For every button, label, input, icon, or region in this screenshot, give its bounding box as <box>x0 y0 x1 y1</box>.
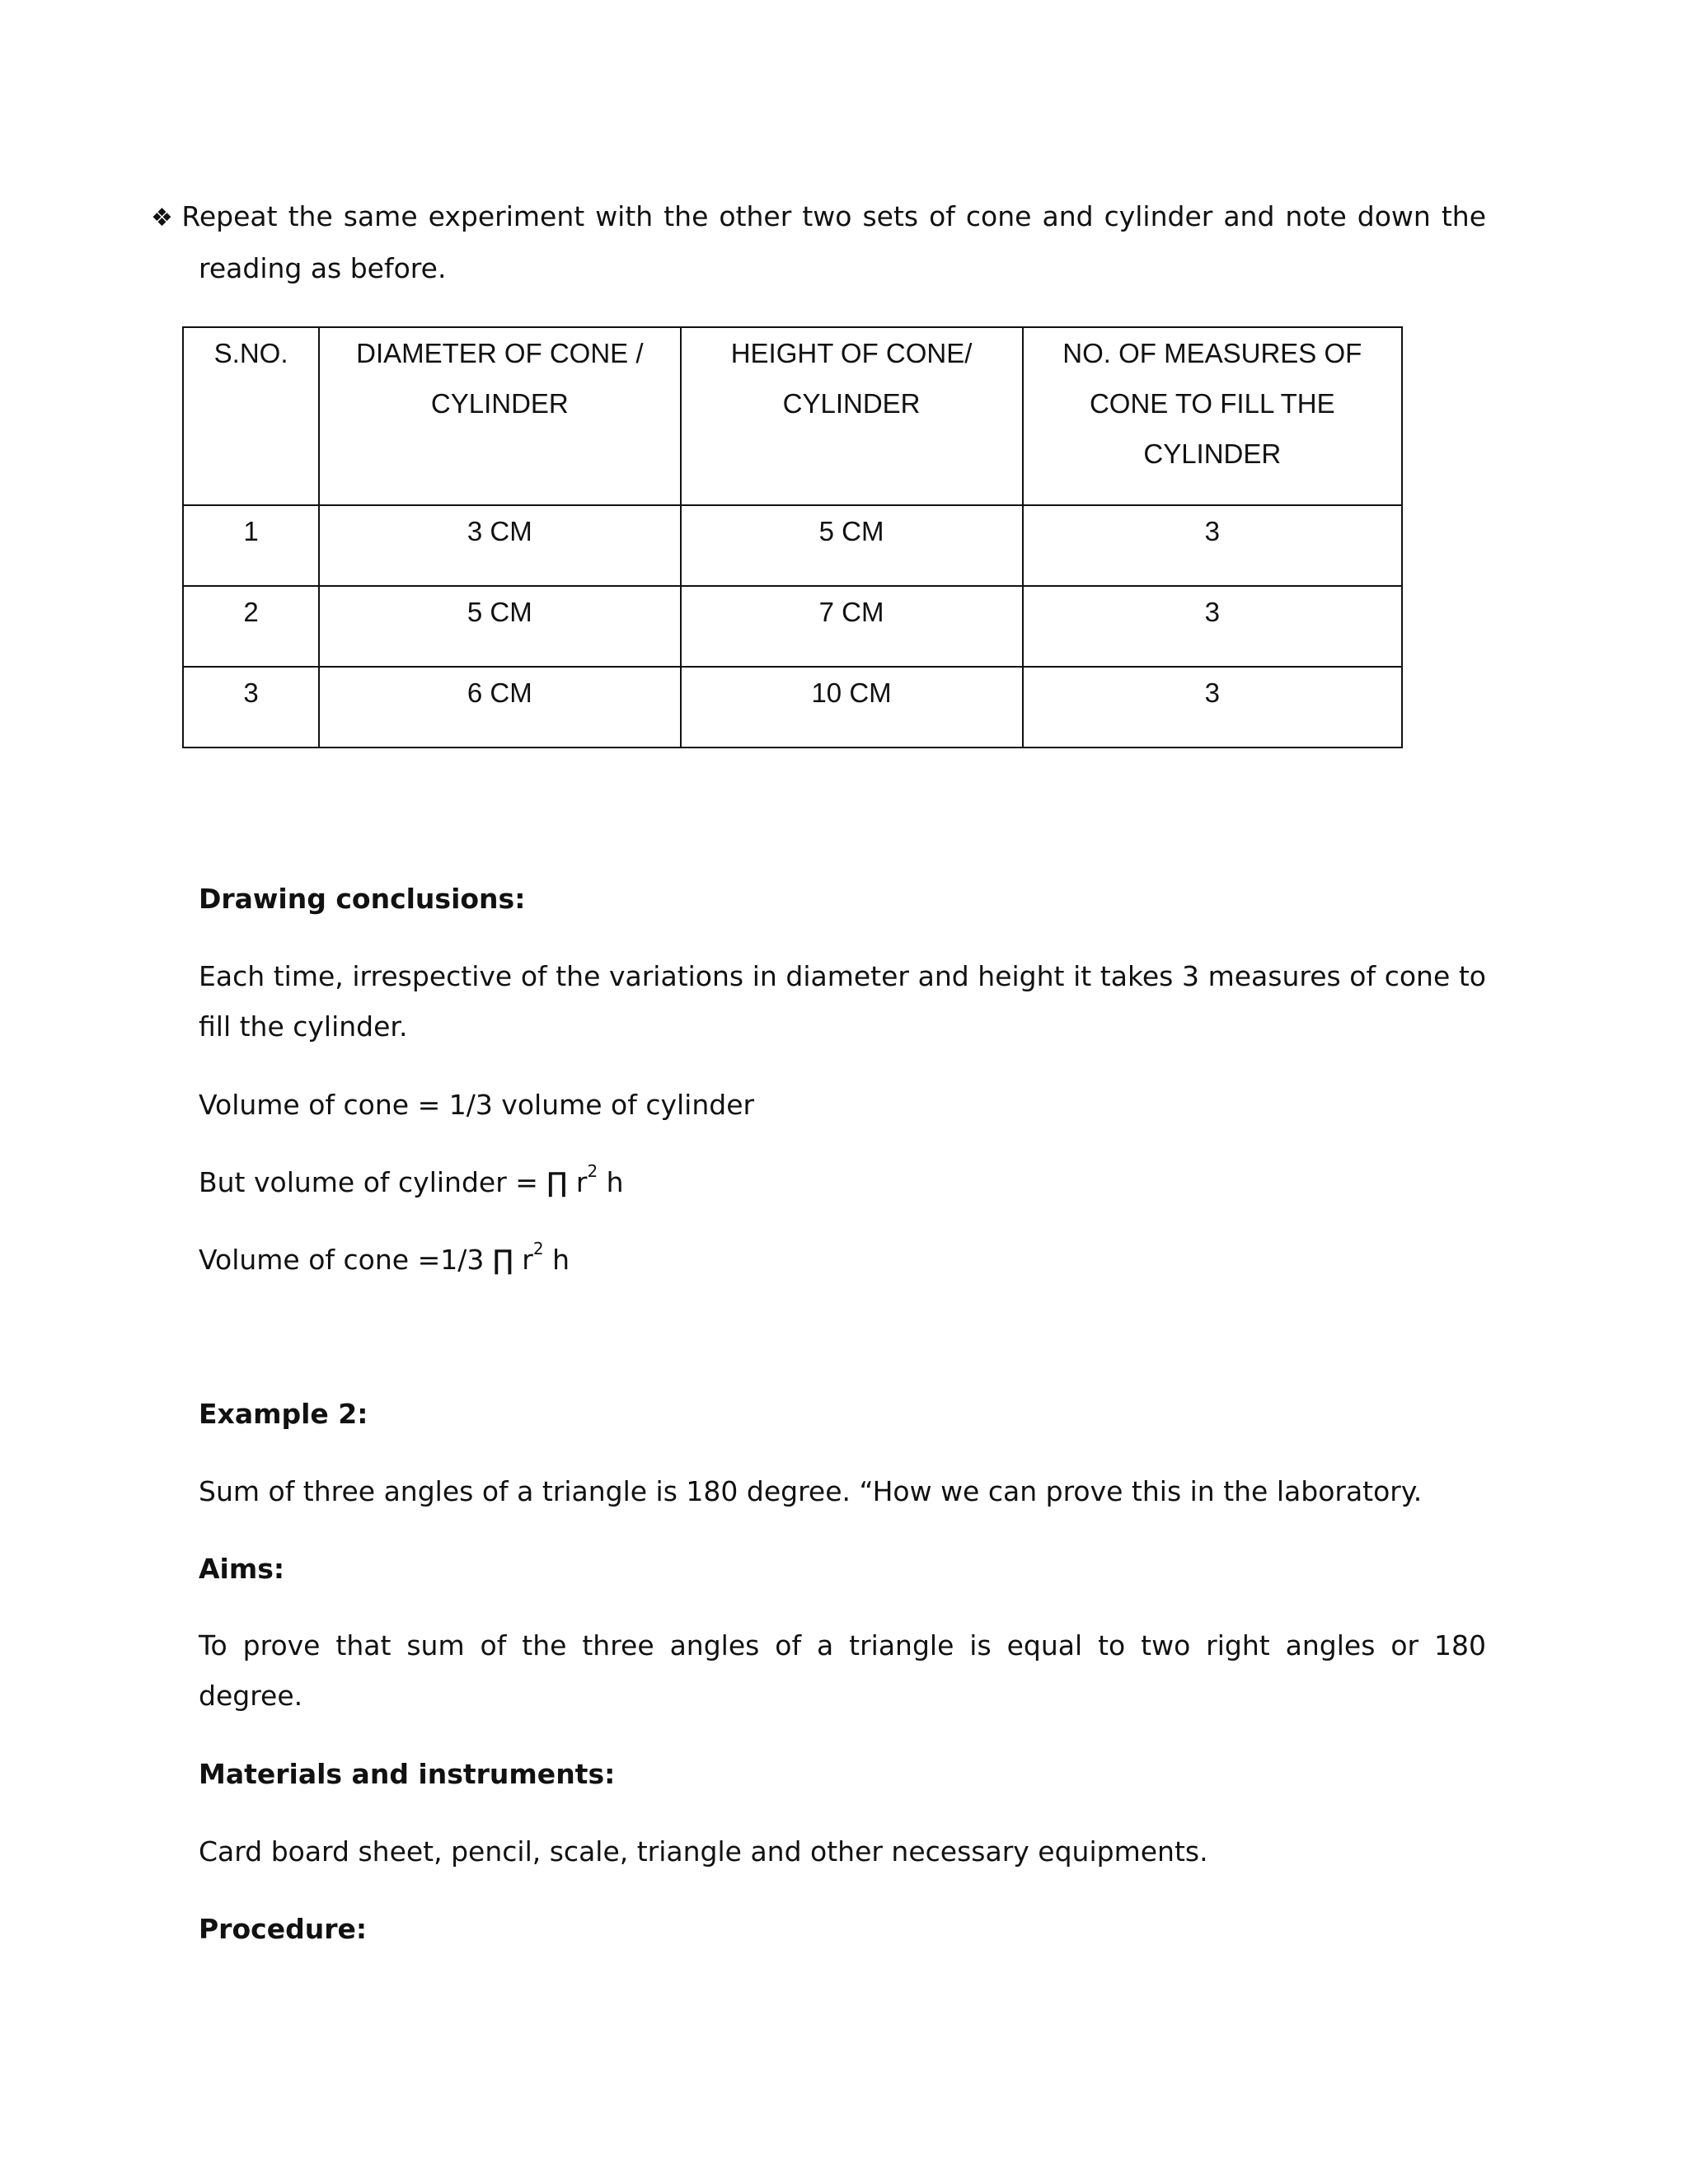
table-row <box>183 667 1402 748</box>
conclusions-text: Each time, irrespective of the variations in diameter and height it takes 3 measures of cone to fill the cylinder. <box>199 960 1486 1043</box>
formula-cone-volume-expanded: Volume of cone =1/3 ∏ $r^2$ h <box>199 1239 570 1276</box>
readings-table <box>182 326 1403 748</box>
cell-measures: 3 <box>1023 586 1402 667</box>
cell-sno: 1 <box>183 505 319 586</box>
table-row <box>183 586 1402 667</box>
cell-diameter: 5 CM <box>319 586 680 667</box>
header-diameter: DIAMETER OF CONE / CYLINDER <box>319 327 680 505</box>
header-sno: S.NO. <box>183 327 319 505</box>
header-measures: NO. OF MEASURES OF CONE TO FILL THE CYLINDER <box>1023 327 1402 505</box>
cell-measures: 3 <box>1023 667 1402 748</box>
intro-text-1: Repeat the same experiment with the other two sets of cone and cylinder and note down the <box>181 200 1486 232</box>
intro-line-1 <box>151 191 1486 243</box>
cell-sno: 2 <box>183 586 319 667</box>
formula-cylinder-volume: But volume of cylinder = ∏ $r^2$ h <box>199 1161 624 1198</box>
cell-diameter: 3 CM <box>319 505 680 586</box>
materials-heading: Materials and instruments: <box>199 1758 616 1790</box>
diamond-bullet-icon: ❖ <box>151 204 176 232</box>
materials-text: Card board sheet, pencil, scale, triangle and other necessary equipments. <box>199 1835 1208 1868</box>
cell-height: 10 CM <box>681 667 1023 748</box>
table-row <box>183 505 1402 586</box>
aims-heading: Aims: <box>199 1553 285 1585</box>
cell-height: 7 CM <box>681 586 1023 667</box>
intro-paragraph <box>151 191 1486 293</box>
formula-cone-volume: Volume of cone = 1/3 volume of cylinder <box>199 1089 755 1121</box>
example-text: Sum of three angles of a triangle is 180 degree. “How we can prove this in the laboratory. <box>199 1475 1423 1507</box>
header-height: HEIGHT OF CONE/ CYLINDER <box>681 327 1023 505</box>
conclusions-heading: Drawing conclusions: <box>199 883 526 915</box>
cell-sno: 3 <box>183 667 319 748</box>
aims-text: To prove that sum of the three angles of a triangle is equal to two right angles or 180 degree. <box>199 1629 1486 1712</box>
table-header-row <box>183 327 1402 505</box>
example-heading: Example 2: <box>199 1398 368 1430</box>
cell-diameter: 6 CM <box>319 667 680 748</box>
procedure-heading: Procedure: <box>199 1913 368 1945</box>
intro-line-2: reading as before. <box>199 252 447 284</box>
cell-height: 5 CM <box>681 505 1023 586</box>
cell-measures: 3 <box>1023 505 1402 586</box>
